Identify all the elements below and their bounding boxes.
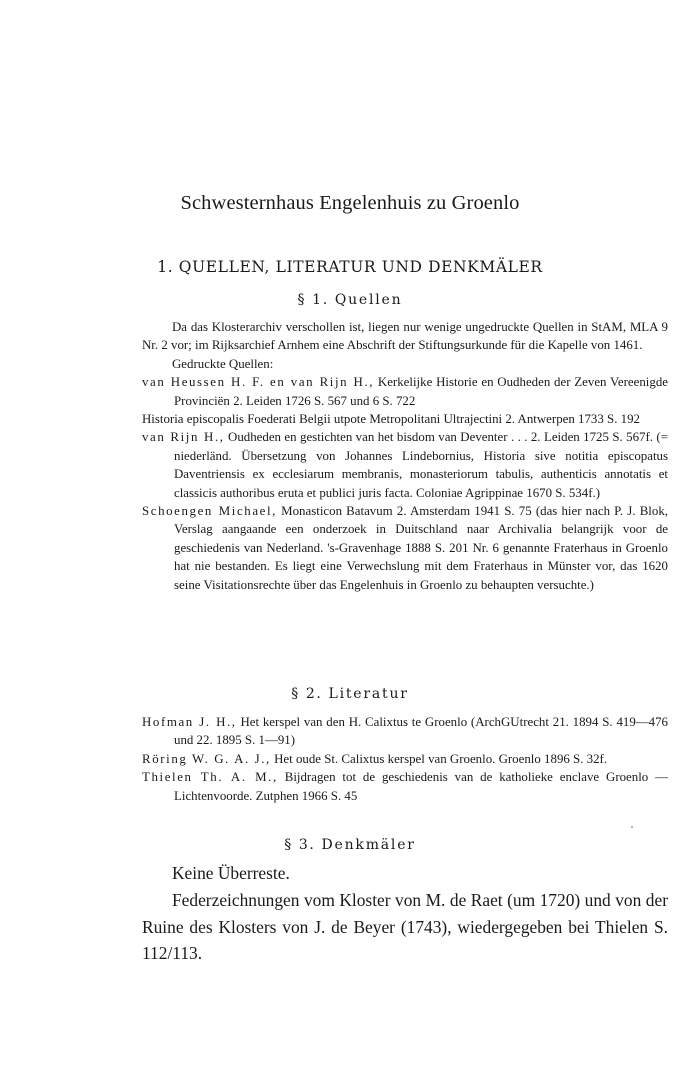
- section-title: Literatur: [328, 686, 409, 702]
- reference-text: Monasticon Batavum 2. Amsterdam 1941 S. 75 (das hier nach P. J. Blok, Verslag aangaande een onderzoek in Duitschland naar Archivalia belangrijk voor de geschiedenis van Nederland. 's-Gravenhage 1888 S. 201 Nr. 6 genannte Fraterhaus in Groenlo hat nie bestanden. Es liegt eine Verwechslung mit dem Fraterhaus in Münster vor, das 1620 seine Visitationsrechte über das Engelenhuis in Groenlo zu behaupten versuchte.): [174, 504, 668, 592]
- reference-author: van Heussen H. F. en van Rijn H.,: [142, 375, 375, 390]
- reference-text: Oudheden en gestichten van het bisdom van Deventer . . . 2. Leiden 1725 S. 567f. (= niederländ. Übersetzung von Johannes Lindebornius, Historia sive notitia episcopatus Daventriensis ex ecclesiarum membranis, monasteriorum tabulis, authenticis annotatis et classicis authoribus eruta et publici juris facta. Coloniae Agrippinae 1670 S. 534f.): [174, 430, 668, 500]
- reference-author: Schoengen Michael,: [142, 504, 277, 519]
- reference-author: van Rijn H.,: [142, 430, 225, 445]
- section-number: § 3.: [284, 837, 316, 853]
- section-heading-literatur: [0, 686, 700, 702]
- chapter-heading: 1. QUELLEN, LITERATUR UND DENKMÄLER: [157, 258, 543, 276]
- reference-text: Historia episcopalis Foederati Belgii utpote Metropolitani Ultrajectini 2. Antwerpen 1733 S. 192: [142, 412, 640, 427]
- denkmaeler-line: Keine Überreste.: [172, 863, 290, 883]
- reference-author: Hofman J. H.,: [142, 715, 237, 729]
- literatur-body: [142, 713, 668, 805]
- reference-entry: [142, 713, 668, 750]
- reference-entry: [142, 428, 668, 502]
- quellen-body: [142, 318, 668, 594]
- denkmaeler-paragraph: Federzeichnungen vom Kloster von M. de Raet (um 1720) und von der Ruine des Klosters von J. de Beyer (1743), wiedergegeben bei Thielen S. 112/113.: [142, 889, 668, 964]
- scan-speck: [631, 826, 633, 828]
- section-number: § 2.: [291, 686, 323, 702]
- reference-text: Bijdragen tot de geschiedenis van de katholieke enclave Groenlo — Lichtenvoorde. Zutphen 1966 S. 45: [174, 770, 669, 803]
- section-heading-quellen: [0, 292, 700, 308]
- reference-text: Het kerspel van den H. Calixtus te Groenlo (ArchGUtrecht 21. 1894 S. 419—476 und 22. 1895 S. 1—91): [174, 715, 669, 748]
- reference-entry: [142, 768, 668, 805]
- reference-entry: [142, 750, 668, 768]
- reference-text: Het oude St. Calixtus kerspel van Groenlo. Groenlo 1896 S. 32f.: [270, 751, 608, 766]
- section-title: Denkmäler: [321, 837, 416, 853]
- reference-entry: [142, 373, 668, 410]
- printed-sources-label: Gedruckte Quellen:: [172, 356, 274, 371]
- section-title: Quellen: [334, 292, 403, 308]
- page-title: Schwesternhaus Engelenhuis zu Groenlo: [180, 192, 520, 214]
- reference-entry: [142, 502, 668, 594]
- reference-text: Kerkelijke Historie en Oudheden der Zeven Vereenigde Provinciën 2. Leiden 1726 S. 567 und 6 S. 722: [174, 375, 669, 408]
- reference-author: Thielen Th. A. M.,: [142, 770, 278, 785]
- section-heading-denkmaeler: [0, 837, 700, 853]
- reference-entry: [142, 410, 668, 428]
- denkmaeler-body: [142, 860, 668, 967]
- quellen-intro: Da das Klosterarchiv verschollen ist, liegen nur wenige ungedruckte Quellen in StAM, MLA 9 Nr. 2 vor; im Rijksarchief Arnhem eine Abschrift der Stiftungsurkunde für die Kapelle von 1461.: [142, 320, 668, 353]
- reference-author: Röring W. G. A. J.,: [142, 751, 271, 766]
- section-number: § 1.: [297, 292, 329, 308]
